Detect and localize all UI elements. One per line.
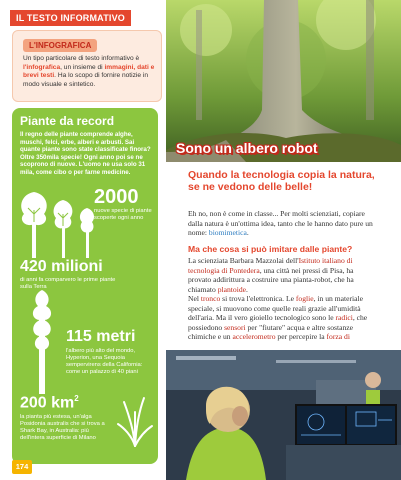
- institute-name: Istituto italiano di tecnologia di Pontedera: [188, 256, 353, 275]
- stat-largest-plant-unit-sup: 2: [74, 394, 79, 403]
- article-headline: Sono un albero robot: [176, 140, 318, 156]
- p3-k: per percepire la: [275, 332, 327, 342]
- infographic-definition-box: [12, 30, 162, 102]
- info-text-2: , un insieme di: [60, 63, 105, 71]
- article-paragraph-2: [188, 256, 378, 294]
- p3-g: , che possiedono: [188, 313, 368, 332]
- stat-tallest-tree-text: l'albero più alto del mondo, Hyperion, una Sequoia sempervirens della California: come un palazzo di 40 piani: [66, 348, 143, 375]
- info-text-1: Un tipo particolare di testo informativo è: [23, 55, 140, 62]
- infographic-box-text: [23, 55, 157, 89]
- p2-text-a: La scienziata Barbara Mazzolai dell': [188, 256, 299, 265]
- p3-e: , in un materiale speciale, si muovono come quelle reali grazie all'umidità dell'aria. Ma il vero gioiello tecnologico sono le: [188, 294, 363, 323]
- sequoia-illustration: [24, 290, 60, 394]
- term-plantoide: plantoide: [217, 284, 246, 294]
- term-radici: radici: [335, 313, 353, 323]
- article-subhead: Quando la tecnologia copia la natura, se ne vedono delle belle!: [188, 169, 375, 193]
- stat-first-plants-number: 420 milioni: [20, 258, 103, 275]
- stat-largest-plant-text: la pianta più estesa, un'alga Posidonia australis che si trova a Shark Bay, in Australia: più dell'intera superficie di Milano: [20, 414, 105, 441]
- p2-text-c: , una città nei pressi di Pisa, ha provato addirittura a costruire una pianta-robot, che ha chiamato: [188, 265, 354, 294]
- term-foglie: foglie: [295, 294, 314, 303]
- term-biomimetica: biomimetica: [208, 228, 247, 238]
- article-paragraph-1: [188, 209, 378, 238]
- article-paragraph-3: [188, 294, 378, 342]
- trees-illustration: [16, 188, 102, 260]
- info-text-3: . Ha lo scopo di fornire notizie in modo visuale e sintetico.: [23, 72, 148, 88]
- plant-records-panel: [12, 108, 158, 464]
- stat-largest-plant-number: [20, 394, 79, 412]
- stat-new-species-text: nuove specie di piante scoperte ogni anno: [94, 208, 152, 221]
- stat-first-plants-text: di anni fa comparvero le prime piante sulla Terra: [20, 277, 116, 290]
- stat-largest-plant-value: 200 km: [20, 394, 75, 412]
- p2-end: .: [246, 284, 248, 294]
- stat-tallest-tree-number: 115 metri: [66, 328, 136, 345]
- page-number: 174: [12, 460, 32, 474]
- section-tag: IL TESTO INFORMATIVO: [10, 10, 131, 26]
- term-tronco: tronco: [200, 294, 221, 303]
- term-forza: forza di: [326, 332, 350, 342]
- info-highlight: immagini, dati e brevi testi: [23, 63, 155, 79]
- section-heading: Ma che cosa si può imitare dalle piante?: [188, 244, 353, 254]
- info-term: l'infografica: [23, 63, 61, 71]
- p1-end: .: [246, 228, 249, 238]
- stat-new-species-number: 2000: [94, 186, 139, 208]
- p3-i: per "fiutare" acqua e altre sostanze chimiche e un: [188, 322, 353, 342]
- panel-intro: Il regno delle piante comprende alghe, muschi, felci, erbe, alberi e arbusti. Sai quante piante sono state classificate finora? Oltre 350mila specie! Ogni anno poi se ne scoprono di nuove. L'uomo ne usa solo 31 mila, come cibo o per farne medicine.: [20, 131, 151, 176]
- term-accelerometro: accelerometro: [232, 332, 276, 342]
- panel-title: Piante da record: [20, 114, 115, 128]
- engineer-lab-photo: [166, 350, 401, 480]
- p1-text: Eh no, non è come in classe... Per molti scienziati, copiare dalla natura è un'ottima idea, tanto che le hanno dato pure un nome:: [188, 209, 373, 238]
- seagrass-illustration: [116, 392, 154, 448]
- forest-tree-photo: [166, 0, 401, 162]
- term-sensori: sensori: [224, 322, 246, 332]
- p3-c: si trova l'elettronica. Le: [220, 294, 296, 303]
- infographic-box-title: L'INFOGRAFICA: [23, 39, 97, 52]
- p3-a: Nel: [188, 294, 201, 303]
